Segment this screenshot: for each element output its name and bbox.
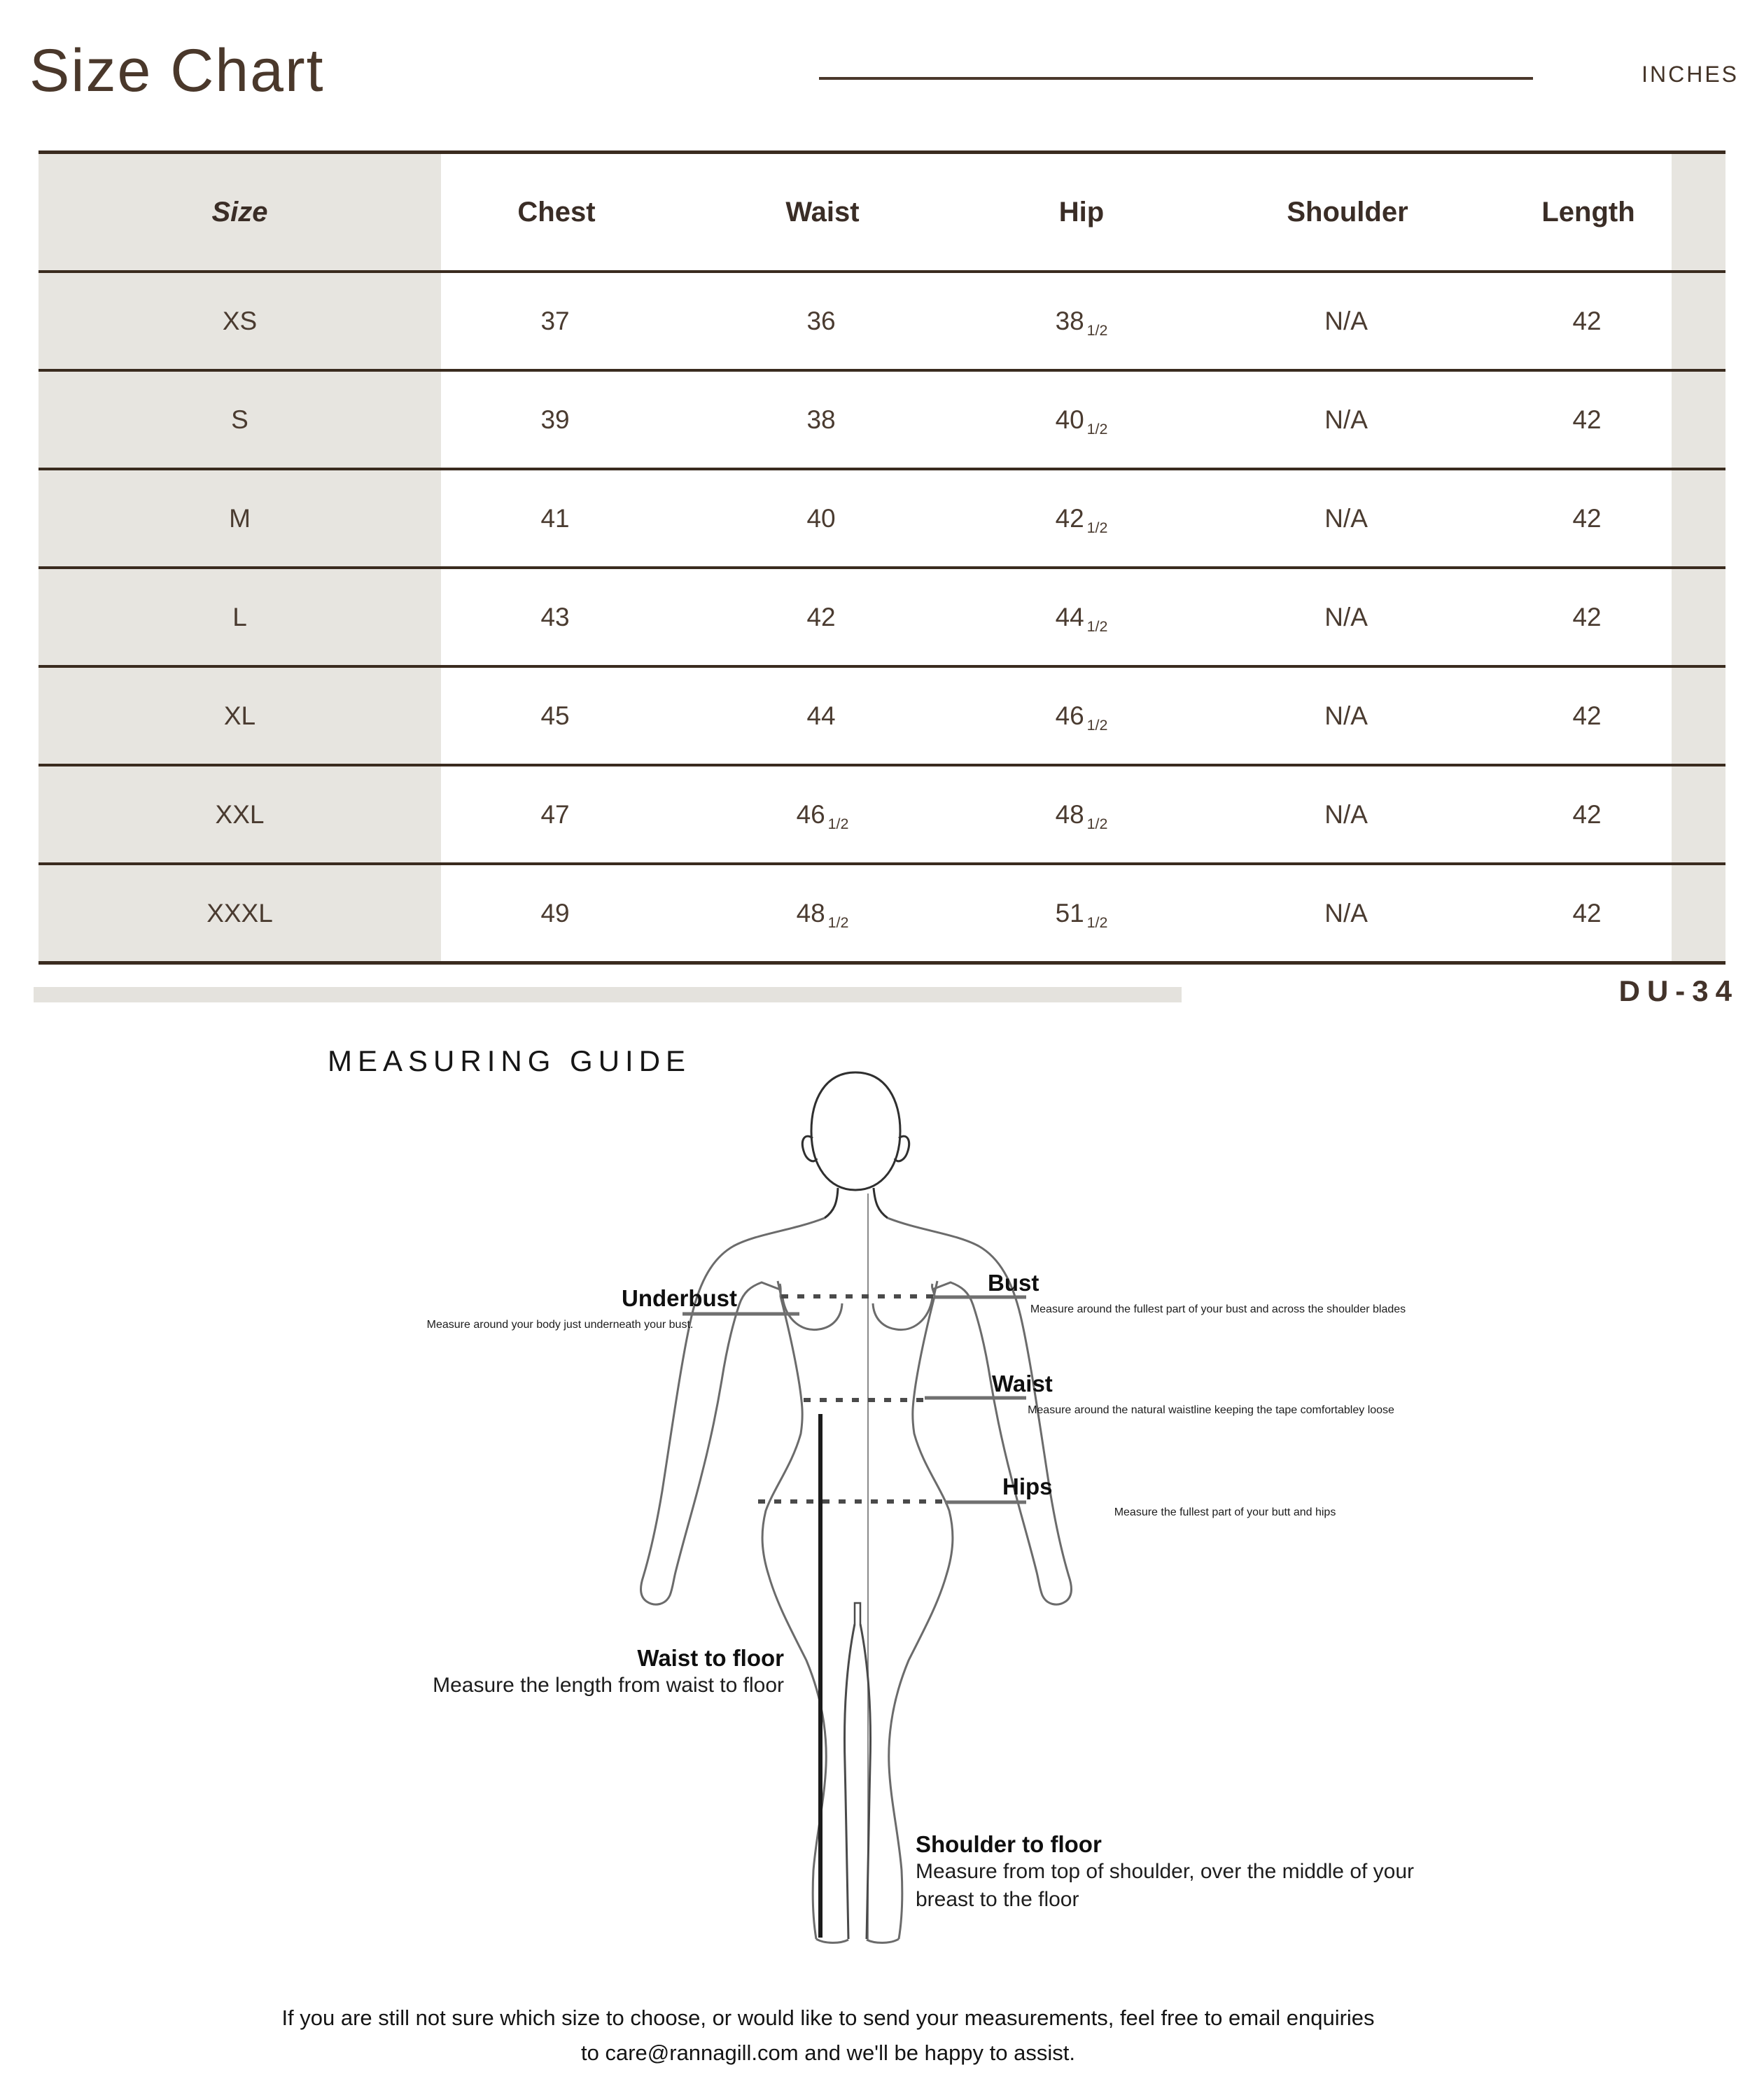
table-row (38, 668, 1726, 766)
cell-waist: 36 (672, 273, 973, 369)
table-row (38, 569, 1726, 668)
table-row (38, 273, 1726, 372)
measuring-guide-title: MEASURING GUIDE (328, 1044, 692, 1077)
figure-inner-leg-left (845, 1624, 855, 1939)
cell-shoulder: N/A (1190, 470, 1505, 566)
page-title: Size Chart (29, 37, 325, 104)
figure-neck (825, 1188, 888, 1218)
table-edge-strip (1672, 470, 1726, 566)
cell-length: 42 (1505, 766, 1672, 862)
waist-annotation-desc: Measure around the natural waistline keeping the tape comfortabley loose (1028, 1404, 1394, 1416)
cell-shoulder: N/A (1190, 766, 1505, 862)
cell-hip: 51 1/2 (973, 865, 1190, 961)
cell-shoulder: N/A (1190, 273, 1505, 369)
body-figure-illustration (490, 1050, 1190, 1960)
cell-shoulder: N/A (1190, 372, 1505, 468)
shoulder-to-floor-annotation: Shoulder to floor Measure from top of shoulder, over the middle of your breast to the floor (916, 1831, 1415, 1911)
cell-waist: 42 (672, 569, 973, 665)
column-header-size: Size (38, 154, 441, 270)
cell-chest: 41 (441, 470, 672, 566)
table-edge-strip (1672, 668, 1726, 764)
cell-length: 42 (1505, 865, 1672, 961)
column-header-hip: Hip (973, 154, 1190, 270)
figure-left-arm (641, 1218, 825, 1604)
table-edge-strip (1672, 154, 1726, 270)
cell-waist: 48 1/2 (672, 865, 973, 961)
cell-chest: 49 (441, 865, 672, 961)
cell-chest: 45 (441, 668, 672, 764)
column-header-length: Length (1505, 154, 1672, 270)
row-size-label: XL (38, 668, 441, 764)
unit-label: INCHES (1642, 62, 1739, 87)
cell-chest: 39 (441, 372, 672, 468)
cell-hip: 38 1/2 (973, 273, 1190, 369)
figure-torso-left (762, 1284, 826, 1939)
bust-annotation-desc: Measure around the fullest part of your bust and across the shoulder blades (1030, 1303, 1406, 1315)
underbust-annotation-label: Underbust (622, 1285, 737, 1311)
table-edge-strip (1672, 372, 1726, 468)
cell-waist: 46 1/2 (672, 766, 973, 862)
underbust-annotation-desc: Measure around your body just underneath your bust. (426, 1319, 694, 1331)
cell-length: 42 (1505, 273, 1672, 369)
title-divider-line (819, 77, 1533, 80)
figure-crotch-notch (855, 1603, 860, 1624)
figure-inner-leg-right (860, 1624, 870, 1939)
bust-annotation-label: Bust (988, 1270, 1040, 1296)
table-row (38, 470, 1726, 569)
cell-shoulder: N/A (1190, 668, 1505, 764)
waist-annotation-label: Waist (992, 1371, 1053, 1396)
cell-waist: 38 (672, 372, 973, 468)
row-size-label: XXL (38, 766, 441, 862)
column-header-waist: Waist (672, 154, 973, 270)
figure-foot-left (816, 1939, 848, 1942)
cell-chest: 37 (441, 273, 672, 369)
row-size-label: S (38, 372, 441, 468)
cell-length: 42 (1505, 569, 1672, 665)
table-edge-strip (1672, 865, 1726, 961)
table-header-row (38, 154, 1726, 273)
row-size-label: L (38, 569, 441, 665)
column-header-chest: Chest (441, 154, 672, 270)
divider-bar (34, 987, 1182, 1002)
figure-foot-right (867, 1939, 899, 1942)
table-edge-strip (1672, 569, 1726, 665)
cell-hip: 44 1/2 (973, 569, 1190, 665)
cell-hip: 46 1/2 (973, 668, 1190, 764)
column-header-shoulder: Shoulder (1190, 154, 1505, 270)
cell-shoulder: N/A (1190, 865, 1505, 961)
figure-bust-curve-right (873, 1298, 932, 1330)
style-code: DU-34 (1618, 974, 1739, 1007)
table-row (38, 766, 1726, 865)
cell-hip: 48 1/2 (973, 766, 1190, 862)
assistance-footer-text: If you are still not sure which size to choose, or would like to send your measurements, feel free to email enquiries to care@rannagill.com and we'll be happy to assist. (281, 2005, 1375, 2065)
figure-strap-ticks (778, 1281, 937, 1296)
cell-chest: 43 (441, 569, 672, 665)
cell-waist: 44 (672, 668, 973, 764)
cell-chest: 47 (441, 766, 672, 862)
cell-length: 42 (1505, 372, 1672, 468)
cell-length: 42 (1505, 470, 1672, 566)
cell-hip: 40 1/2 (973, 372, 1190, 468)
row-size-label: XXXL (38, 865, 441, 961)
cell-length: 42 (1505, 668, 1672, 764)
cell-shoulder: N/A (1190, 569, 1505, 665)
hips-annotation-label: Hips (1002, 1474, 1053, 1499)
cell-waist: 40 (672, 470, 973, 566)
size-table (38, 150, 1726, 965)
table-edge-strip (1672, 273, 1726, 369)
table-edge-strip (1672, 766, 1726, 862)
hips-annotation-desc: Measure the fullest part of your butt and hips (1114, 1506, 1336, 1518)
figure-head (811, 1072, 900, 1190)
waist-to-floor-annotation: Waist to floor Measure the length from waist to floor (433, 1645, 784, 1697)
table-row (38, 865, 1726, 964)
cell-hip: 42 1/2 (973, 470, 1190, 566)
row-size-label: XS (38, 273, 441, 369)
table-row (38, 372, 1726, 470)
row-size-label: M (38, 470, 441, 566)
